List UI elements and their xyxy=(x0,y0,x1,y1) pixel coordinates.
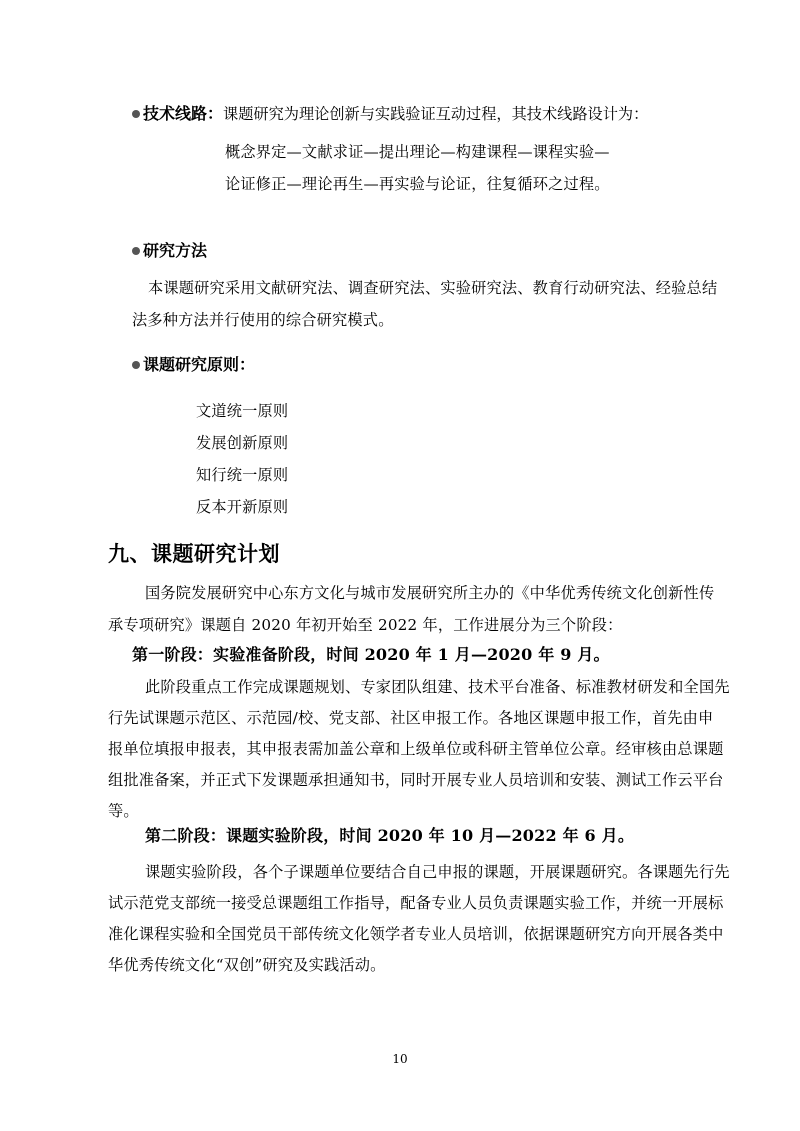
stage-1-line-1: 此阶段重点工作完成课题规划、专家团队组建、技术平台准备、标准教材研发和全国先 xyxy=(145,678,730,696)
stage-1-title: 第一阶段：实验准备阶段，时间 2020 年 1 月—2020 年 9 月。 xyxy=(132,645,610,664)
methods-heading xyxy=(132,241,207,261)
stage-2-line-1: 课题实验阶段，各个子课题单位要结合自己申报的课题，开展课题研究。各课题先行先 xyxy=(145,863,730,881)
stage-2-title: 第二阶段：课题实验阶段，时间 2020 年 10 月—2022 年 6 月。 xyxy=(145,826,635,845)
stage-1-line-3: 报单位填报申报表，其申报表需加盖公章和上级单位或科研主管单位公章。经审核由总课题 xyxy=(108,740,724,758)
principle-item: 知行统一原则 xyxy=(196,466,289,484)
methods-heading-text: 研究方法 xyxy=(143,241,208,260)
principle-item: 反本开新原则 xyxy=(196,498,289,516)
tech-route-intro: 课题研究为理论创新与实践验证互动过程，其技术线路设计为： xyxy=(223,105,649,123)
section-9-intro-line-1: 国务院发展研究中心东方文化与城市发展研究所主办的《中华优秀传统文化创新性传 xyxy=(145,584,715,602)
principles-heading-text: 课题研究原则： xyxy=(143,355,256,374)
bullet-icon xyxy=(132,110,140,118)
stage-1-line-4: 组批准备案，并正式下发课题承担通知书，同时开展专业人员培训和安装、测试工作云平台 xyxy=(108,771,724,789)
bullet-icon xyxy=(132,361,140,369)
tech-route-line-2: 论证修正—理论再生—再实验与论证，往复循环之过程。 xyxy=(225,175,610,193)
tech-route-paragraph xyxy=(132,104,648,124)
page-number: 10 xyxy=(392,1052,408,1066)
stage-1-line-2: 行先试课题示范区、示范园/校、党支部、社区申报工作。各地区课题申报工作，首先由申 xyxy=(108,709,714,727)
section-9-intro-line-2: 承专项研究》课题自 2020 年初开始至 2022 年，工作进展分为三个阶段： xyxy=(108,616,623,634)
methods-line-1: 本课题研究采用文献研究法、调查研究法、实验研究法、教育行动研究法、经验总结 xyxy=(148,279,718,297)
section-9-title: 九、课题研究计划 xyxy=(108,541,280,566)
bullet-icon xyxy=(132,247,140,255)
stage-1-line-5: 等。 xyxy=(108,802,139,820)
tech-route-label: 技术线路： xyxy=(143,104,224,123)
tech-route-line-1: 概念界定—文献求证—提出理论—构建课程—课程实验— xyxy=(225,143,610,161)
stage-2-line-3: 准化课程实验和全国党员干部传统文化领学者专业人员培训，依据课题研究方向开展各类中 xyxy=(108,925,724,943)
principles-heading xyxy=(132,355,255,375)
stage-2-line-4: 华优秀传统文化“双创”研究及实践活动。 xyxy=(108,956,386,974)
methods-line-2: 法多种方法并行使用的综合研究模式。 xyxy=(132,311,394,329)
principle-item: 文道统一原则 xyxy=(196,402,289,420)
principle-item: 发展创新原则 xyxy=(196,434,289,452)
stage-2-line-2: 试示范党支部统一接受总课题组工作指导，配备专业人员负责课题实验工作，并统一开展标 xyxy=(108,894,724,912)
